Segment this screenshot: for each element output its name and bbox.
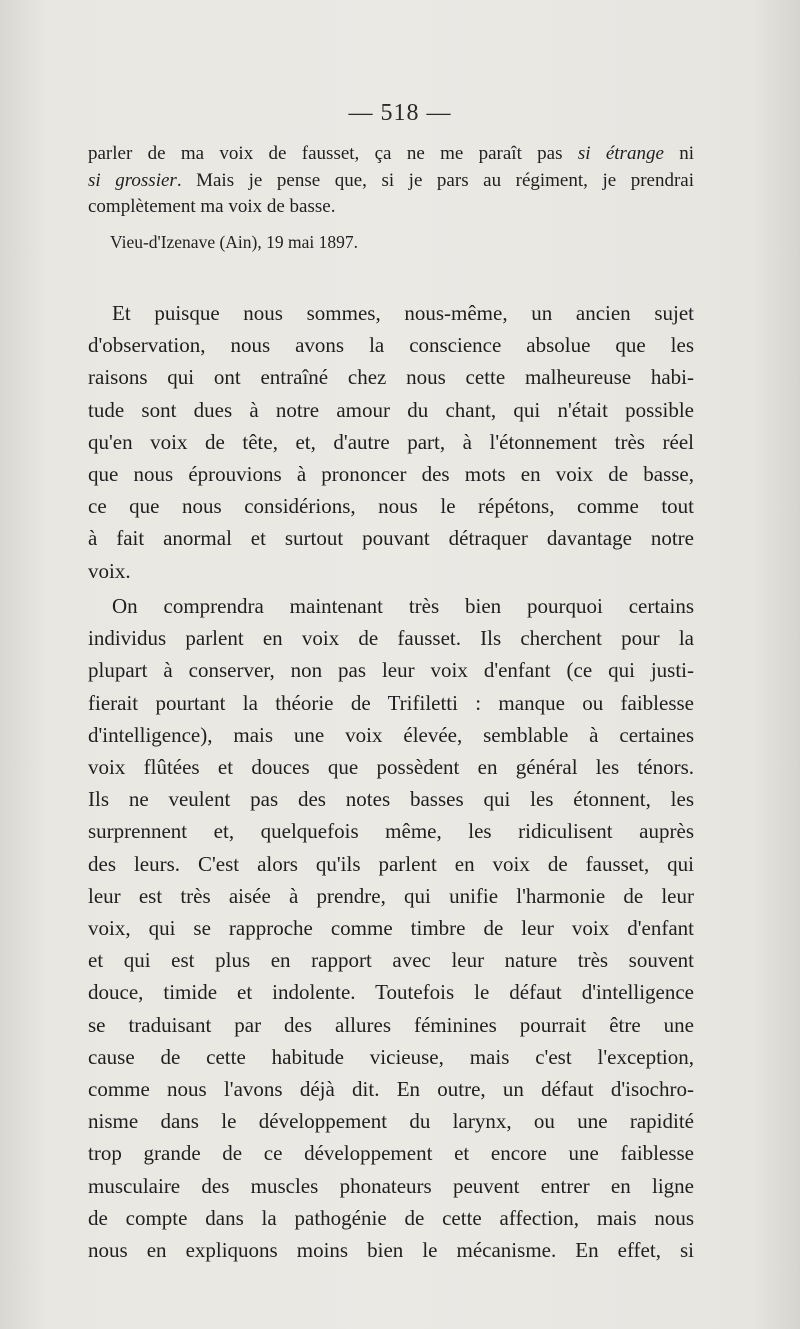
text-line: voix, qui se rapproche comme timbre de leur voix d'enfant [88, 916, 694, 941]
text-line: Ils ne veulent pas des notes basses qui les étonnent, les [88, 787, 694, 812]
text-line: à fait anormal et surtout pouvant détraquer davantage notre [88, 526, 694, 551]
page-number: — 518 — [348, 100, 452, 126]
text-line: tude sont dues à notre amour du chant, qui n'était possible [88, 397, 694, 422]
text-line: d'intelligence), mais une voix élevée, semblable à certaines [88, 722, 694, 747]
text-line: douce, timide et indolente. Toutefois le défaut d'intelligence [88, 980, 694, 1005]
text-line: d'observation, nous avons la conscience absolue que les [88, 333, 694, 358]
text-line: que nous éprouvions à prononcer des mots en voix de basse, [88, 462, 694, 487]
text-line: de compte dans la pathogénie de cette affection, mais nous [88, 1205, 694, 1230]
text-line: nous en expliquons moins bien le mécanisme. En effet, si [88, 1238, 694, 1263]
emphasis: si grossier [88, 169, 177, 191]
text-line: et qui est plus en rapport avec leur nature très souvent [88, 948, 694, 973]
text-line: se traduisant par des allures féminines pourrait être une [88, 1012, 694, 1037]
text-line: raisons qui ont entraîné chez nous cette malheureuse habi- [88, 365, 694, 390]
text-line: individus parlent en voix de fausset. Ils cherchent pour la [88, 626, 694, 651]
text-line: voix. [88, 558, 131, 583]
text-line: fierait pourtant la théorie de Trifiletti : manque ou faiblesse [88, 690, 694, 715]
text-line: trop grande de ce développement et encore une faiblesse [88, 1141, 694, 1166]
text-line: musculaire des muscles phonateurs peuvent entrer en ligne [88, 1173, 694, 1198]
text-line: si grossier. Mais je pense que, si je pars au régiment, je prendrai [88, 169, 694, 191]
letter-signature: Vieu-d'Izenave (Ain), 19 mai 1897. [110, 232, 358, 252]
text-line: ce que nous considérions, nous le répétons, comme tout [88, 494, 694, 519]
emphasis: si étrange [577, 143, 664, 164]
text-line: comme nous l'avons déjà dit. En outre, un défaut d'isochro- [88, 1077, 694, 1102]
text-line: voix flûtées et douces que possèdent en général les ténors. [88, 755, 694, 780]
letter-excerpt [88, 141, 694, 221]
text-line: parler de ma voix de fausset, ça ne me paraît pas si étrange ni [88, 143, 694, 164]
text-line: complètement ma voix de basse. [88, 196, 336, 217]
text-line: plupart à conserver, non pas leur voix d'enfant (ce qui justi- [88, 658, 694, 683]
paragraph-1 [88, 297, 694, 587]
text-line: leur est très aisée à prendre, qui unifie l'harmonie de leur [88, 883, 694, 908]
paragraph-2 [88, 590, 694, 1266]
text-line: surprennent et, quelquefois même, les ridiculisent auprès [88, 819, 694, 844]
text-line: cause de cette habitude vicieuse, mais c'est l'exception, [88, 1044, 694, 1069]
text-line: des leurs. C'est alors qu'ils parlent en voix de fausset, qui [88, 851, 694, 876]
text-line: Et puisque nous sommes, nous-même, un ancien sujet [112, 301, 694, 325]
text-line: qu'en voix de tête, et, d'autre part, à l'étonnement très réel [88, 429, 694, 454]
text-line: nisme dans le développement du larynx, ou une rapidité [88, 1109, 694, 1134]
text-line: On comprendra maintenant très bien pourquoi certains [112, 594, 694, 618]
